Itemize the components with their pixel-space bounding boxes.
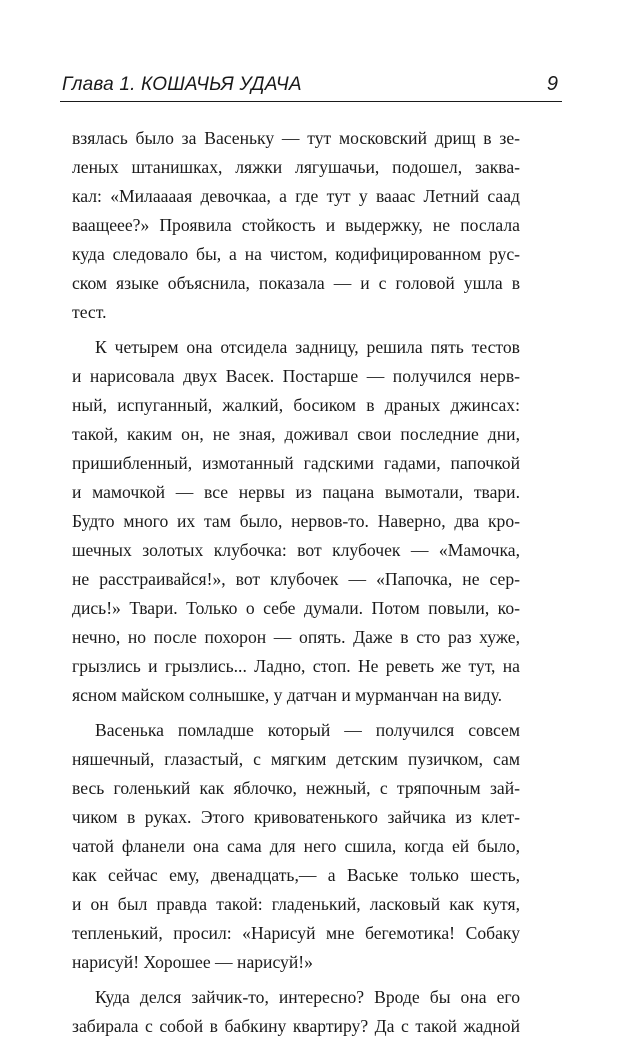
text-line: чатой фланели она сама для него сшила, когда ей было, xyxy=(72,836,520,856)
page-number: 9 xyxy=(546,73,558,95)
text-line: тест. xyxy=(72,302,107,322)
text-line: кал: «Милаааая девочкаа, а где тут у вааас Летний саад xyxy=(72,186,520,206)
paragraph xyxy=(72,333,520,710)
text-line: чиком в руках. Этого кривоватенького зайчика из клет- xyxy=(72,807,520,827)
text-line: как сейчас ему, двенадцать,— а Ваське только шесть, xyxy=(72,865,520,885)
text-line: нечно, но после похорон — опять. Даже в сто раз хуже, xyxy=(72,627,520,647)
text-line: ясном майском солнышке, у датчан и мурманчан на виду. xyxy=(72,685,503,705)
text-line: тепленький, просил: «Нарисуй мне бегемотика! Собаку xyxy=(72,923,520,943)
chapter-title: Глава 1. КОШАЧЬЯ УДАЧА xyxy=(62,74,302,95)
text-line: куда следовало бы, а на чистом, кодифицированном рус- xyxy=(72,244,520,264)
text-line: и нарисовала двух Васек. Постарше — получился нерв- xyxy=(72,366,520,386)
header-rule xyxy=(60,101,562,102)
text-line: ваащеее?» Проявила стойкость и выдержку, не послала xyxy=(72,215,520,235)
text-line: К четырем она отсидела задницу, решила пять тестов xyxy=(95,337,520,357)
paragraph xyxy=(72,983,520,1041)
text-line: взялась было за Васеньку — тут московский дрищ в зе- xyxy=(72,128,520,148)
body-text xyxy=(72,124,520,1041)
paragraph xyxy=(72,716,520,977)
text-line: шечных золотых клубочка: вот клубочек — «Мамочка, xyxy=(72,540,520,560)
text-line: дись!» Твари. Только о себе думали. Потом повыли, ко- xyxy=(72,598,520,618)
text-line: леных штанишках, ляжки лягушачьи, подошел, заква- xyxy=(72,157,520,177)
text-line: не расстраивайся!», вот клубочек — «Папочка, не сер- xyxy=(72,569,520,589)
text-line: такой, каким он, не зная, доживал свои последние дни, xyxy=(72,424,520,444)
text-line: и он был правда такой: гладенький, ласковый как кутя, xyxy=(72,894,520,914)
text-line: Васенька помладше который — получился совсем xyxy=(95,720,520,740)
text-line: забирала с собой в бабкину квартиру? Да с такой жадной xyxy=(72,1016,520,1036)
text-line: Будто много их там было, нервов-то. Наверно, два кро- xyxy=(72,511,520,531)
text-line: нарисуй! Хорошее — нарисуй!» xyxy=(72,952,313,972)
text-line: и мамочкой — все нервы из пацана вымотали, твари. xyxy=(72,482,520,502)
text-line: пришибленный, измотанный гадскими гадами, папочкой xyxy=(72,453,520,473)
running-head xyxy=(60,70,562,100)
text-line: няшечный, глазастый, с мягким детским пузичком, сам xyxy=(72,749,520,769)
text-line: ском языке объяснила, показала — и с головой ушла в xyxy=(72,273,520,293)
paragraph xyxy=(72,124,520,327)
text-line: ный, испуганный, жалкий, босиком в драных джинсах: xyxy=(72,395,520,415)
text-line: весь голенький как яблочко, нежный, с тряпочным зай- xyxy=(72,778,520,798)
text-line: грызлись и грызлись... Ладно, стоп. Не реветь же тут, на xyxy=(72,656,520,676)
text-line: Куда делся зайчик-то, интересно? Вроде бы она его xyxy=(95,987,520,1007)
